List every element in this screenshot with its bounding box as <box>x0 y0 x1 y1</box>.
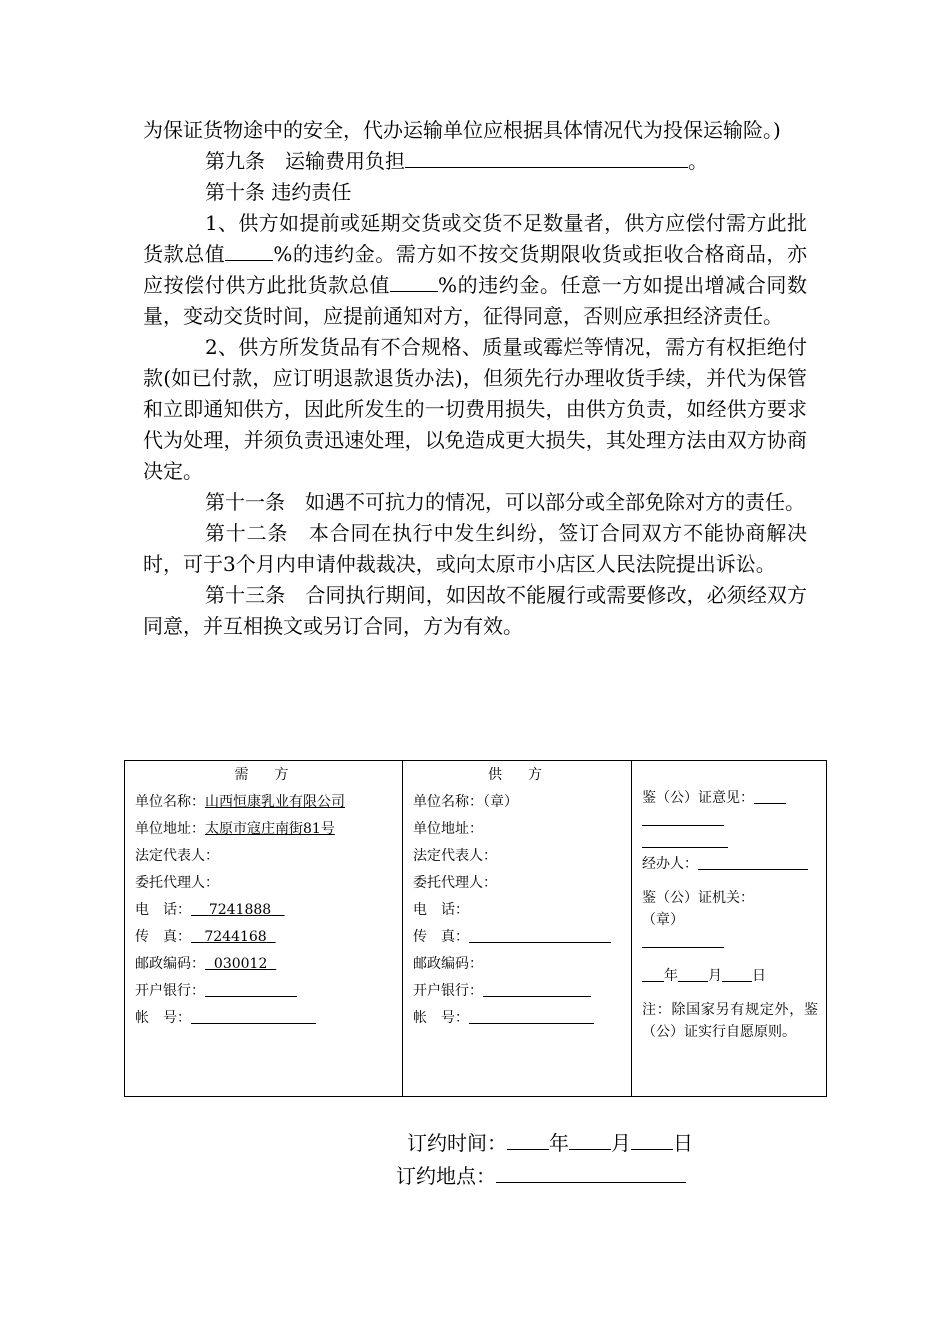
opinion-line-2 <box>642 831 818 853</box>
buyer-name-value: 山西恒康乳业有限公司 <box>205 794 345 810</box>
phone-text: 7241888 <box>208 902 272 918</box>
handler-row <box>642 853 818 875</box>
article-12: 第十二条 本合同在执行中发生纠纷，签订合同双方不能协商解决时，可于3个月内申请仲裁裁决，或向太原市小店区人民法院提出诉讼。 <box>143 521 807 576</box>
seller-agent-row: 委托代理人： <box>413 875 497 891</box>
label: 传 真： <box>135 929 191 945</box>
opinion-blank[interactable] <box>754 789 786 804</box>
label: 开户银行： <box>413 983 483 999</box>
buyer-account-blank[interactable] <box>191 1009 316 1024</box>
day-label: 日 <box>752 968 766 984</box>
article-10-clause-1 <box>143 208 807 332</box>
month-label: 月 <box>611 1131 631 1155</box>
transport-cost-blank[interactable] <box>405 167 688 168</box>
opinion-blank-2[interactable] <box>642 811 724 826</box>
buyer-bank-blank[interactable] <box>205 982 297 997</box>
seller-zip-row: 邮政编码： <box>413 956 483 972</box>
opinion-blank-3[interactable] <box>642 833 728 848</box>
buyer-fax-value <box>191 929 276 945</box>
buyer-phone-row <box>135 897 394 924</box>
office-blank[interactable] <box>642 933 724 948</box>
buyer-rep-row: 法定代表人： <box>135 848 219 864</box>
buyer-account-row <box>135 1005 394 1032</box>
notary-year-blank[interactable] <box>642 967 664 982</box>
buyer-zip-row <box>135 951 394 978</box>
article-13: 第十三条 合同执行期间，如因故不能履行或需要修改，必须经双方同意，并互相换文或另订合同，方为有效。 <box>143 583 807 638</box>
signing-day-blank[interactable] <box>631 1149 673 1150</box>
notary-office-row: 鉴（公）证机关： <box>642 890 754 906</box>
seller-bank-row <box>413 978 623 1005</box>
article-9 <box>143 146 807 177</box>
label: 帐 号： <box>135 1010 191 1026</box>
seller-bank-blank[interactable] <box>483 982 591 997</box>
clause-1-part-c: %的违约金。任意一方如提出增减合同数量，变动交货时间，应提前通知对方，征得同意，否则应承担经济责任。 <box>143 273 807 328</box>
notary-day-blank[interactable] <box>722 967 752 982</box>
zip-text: 030012 <box>213 956 268 972</box>
notary-opinion-row <box>642 787 818 809</box>
seller-title: 供 方 <box>488 767 548 783</box>
notary-note: 注：除国家另有规定外，鉴（公）证实行自愿原则。 <box>642 1002 818 1040</box>
seller-rep-row: 法定代表人： <box>413 848 497 864</box>
office-line <box>642 931 818 953</box>
article-10-clause-2: 2、供方所发货品有不合规格、质量或霉烂等情况，需方有权拒绝付款(如已付款，应订明退款退货办法)，但须先行办理收货手续，并代为保管和立即通知供方，因此所发生的一切费用损失，由供方负责，如经供方要求代为处理，并须负责迅速处理，以免造成更大损失，其处理方法由双方协商决定。 <box>143 335 807 483</box>
buyer-address-value: 太原市寇庄南街81号 <box>205 821 335 837</box>
label: 订约时间： <box>407 1131 507 1155</box>
month-label: 月 <box>708 968 722 984</box>
label: 电 话： <box>135 902 191 918</box>
year-label: 年 <box>664 968 678 984</box>
year-label: 年 <box>549 1131 569 1155</box>
label: 开户银行： <box>135 983 205 999</box>
seller-account-row <box>413 1005 623 1032</box>
article-9-text: 第九条 运输费用负担 <box>205 149 405 173</box>
buyer-name-row <box>135 789 394 816</box>
handler-blank[interactable] <box>698 855 808 870</box>
opinion-line-1 <box>642 809 818 831</box>
buyer-address-row <box>135 816 394 843</box>
buyer-zip-value <box>205 956 276 972</box>
fax-text: 7244168 <box>204 929 267 945</box>
seller-fax-blank[interactable] <box>469 928 611 943</box>
notary-date-row <box>642 965 818 987</box>
label: 订约地点： <box>396 1164 496 1188</box>
seller-name-row: 单位名称：（章） <box>413 794 518 810</box>
article-9-end: 。 <box>688 149 708 173</box>
notary-column <box>632 761 827 1097</box>
label: 单位名称： <box>135 794 205 810</box>
notary-month-blank[interactable] <box>678 967 708 982</box>
day-label: 日 <box>673 1131 693 1155</box>
signing-place-row <box>396 1161 686 1191</box>
contract-body <box>143 115 807 642</box>
signing-place-blank[interactable] <box>496 1182 686 1183</box>
label: 邮政编码： <box>135 956 205 972</box>
buyer-title: 需 方 <box>234 767 295 783</box>
clause-1-part-b: %的违约金。需方如不按交货期限收货或拒收合格商品，亦应按偿付供方此批货款总值 <box>143 242 807 297</box>
buyer-column <box>125 761 403 1097</box>
article-11: 第十一条 如遇不可抗力的情况，可以部分或全部免除对方的责任。 <box>205 490 805 514</box>
signature-table <box>124 760 827 1097</box>
buyer-fax-row <box>135 924 394 951</box>
seller-column <box>403 761 632 1097</box>
paragraph-insurance: 为保证货物途中的安全，代办运输单位应根据具体情况代为投保运输险。) <box>143 118 781 142</box>
clause-1-part-a: 1、供方如提前或延期交货或交货不足数量者，供方应偿付需方此批货款总值 <box>143 211 807 266</box>
signing-month-blank[interactable] <box>569 1149 611 1150</box>
seller-account-blank[interactable] <box>469 1009 594 1024</box>
seller-fax-row <box>413 924 623 951</box>
label: 经办人： <box>642 856 698 872</box>
signing-year-blank[interactable] <box>507 1149 549 1150</box>
notary-seal: （章） <box>642 912 684 928</box>
buyer-agent-row: 委托代理人： <box>135 875 219 891</box>
seller-address-row: 单位地址： <box>413 821 483 837</box>
label: 单位地址： <box>135 821 205 837</box>
seller-phone-row: 电 话： <box>413 902 469 918</box>
buyer-phone-value <box>191 902 285 918</box>
label: 鉴（公）证意见： <box>642 790 754 806</box>
buyer-bank-row <box>135 978 394 1005</box>
label: 传 真： <box>413 929 469 945</box>
penalty-percent-blank-1[interactable] <box>225 260 273 261</box>
signing-time-row <box>407 1128 693 1158</box>
label: 帐 号： <box>413 1010 469 1026</box>
article-10-title: 第十条 违约责任 <box>205 180 352 204</box>
penalty-percent-blank-2[interactable] <box>390 291 438 292</box>
